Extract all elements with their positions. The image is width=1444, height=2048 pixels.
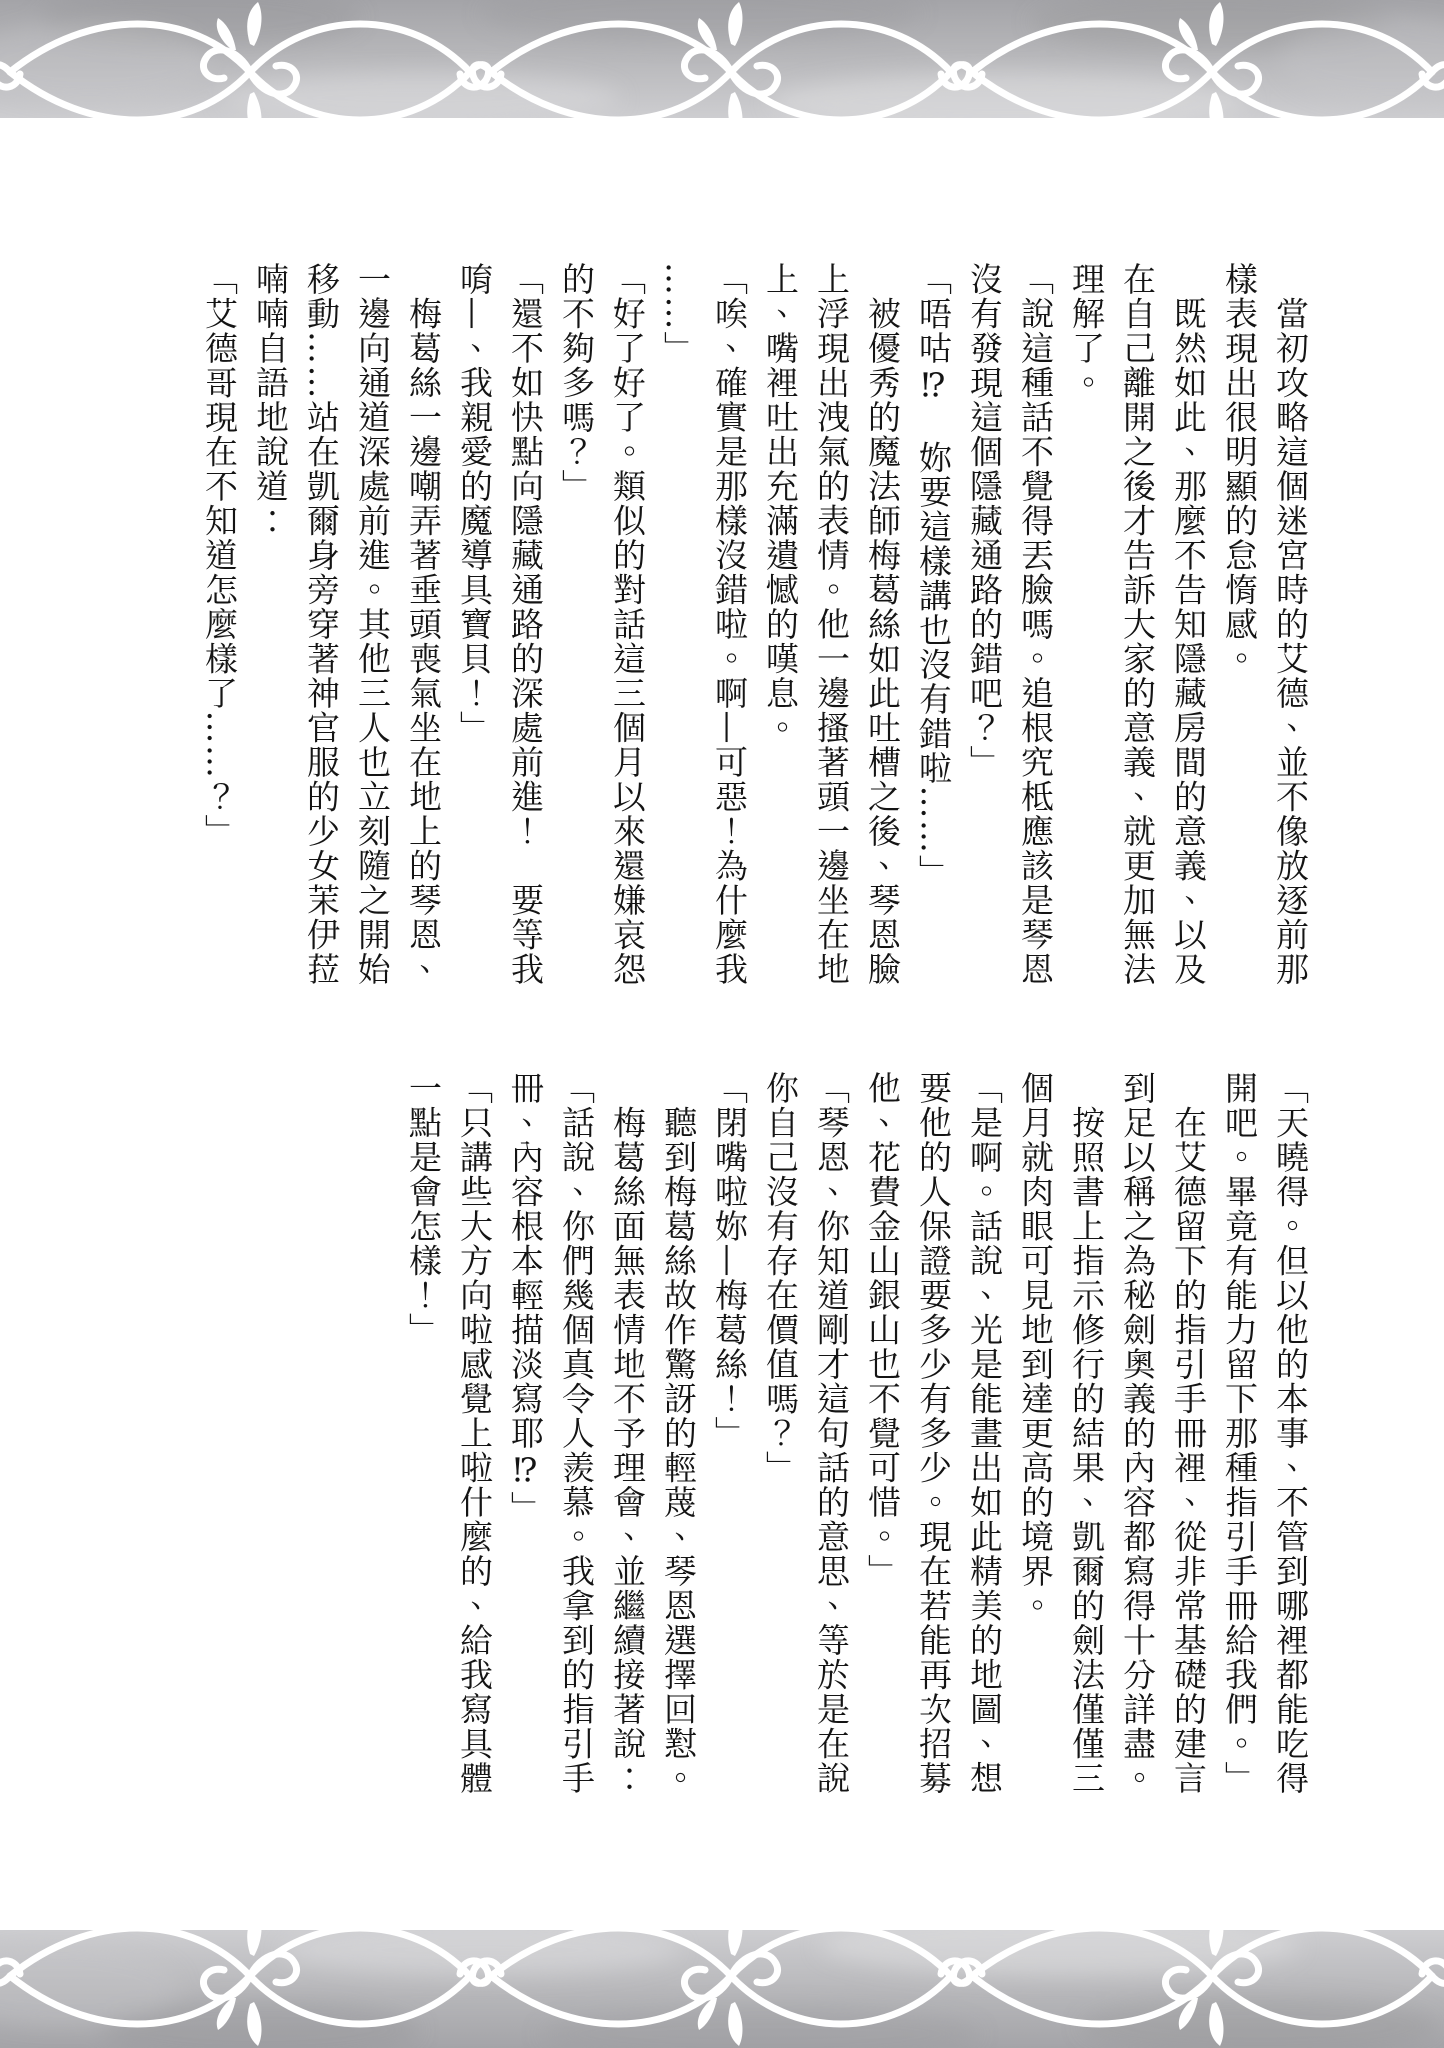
text-column: 「說這種話不覺得丟臉嗎。追根究柢應該是琴恩 [1016,262,1055,987]
text-column: 「琴恩、你知道剛才這句話的意思、等於是在說 [812,1071,851,1796]
bottom-ornament-band [0,1930,1444,2048]
text-column: 樣表現出很明顯的怠惰感。 [1220,262,1259,676]
text-column: 「唉、確實是那樣沒錯啦。啊—可惡！為什麼我 [710,262,749,987]
text-column: 「好了好了。類似的對話這三個月以來還嫌哀怨 [608,262,647,987]
text-block-upper [194,262,1316,1052]
text-column: 喃喃自語地說道： [251,262,290,538]
text-column: 「還不如快點向隱藏通路的深處前進！ 要等我 [506,262,545,987]
text-column: 到足以稱之為秘劍奧義的內容都寫得十分詳盡。 [1118,1071,1157,1796]
flourish-ornament [0,0,1444,118]
text-column: 當初攻略這個迷宮時的艾德、並不像放逐前那 [1271,262,1310,987]
text-column: 你自己沒有存在價值嗎？」 [761,1071,800,1485]
text-block-lower [398,1071,1316,1861]
text-column: 他、花費金山銀山也不覺可惜。」 [863,1071,902,1589]
text-column: 上浮現出洩氣的表情。他一邊搔著頭一邊坐在地 [812,262,851,987]
top-ornament-band [0,0,1444,118]
text-column: ……」 [659,262,698,366]
text-column: 一點是會怎樣！」 [404,1071,443,1347]
text-column: 「天曉得。但以他的本事、不管到哪裡都能吃得 [1271,1071,1310,1796]
text-column: 被優秀的魔法師梅葛絲如此吐槽之後、琴恩臉 [863,262,902,987]
text-column: 「只講些大方向啦感覺上啦什麼的、給我寫具體 [455,1071,494,1796]
text-column: 上、嘴裡吐出充滿遺憾的嘆息。 [761,262,800,745]
text-column: 「話說、你們幾個真令人羨慕。我拿到的指引手 [557,1071,596,1796]
text-column: 按照書上指示修行的結果、凱爾的劍法僅僅三 [1067,1071,1106,1796]
text-column: 梅葛絲面無表情地不予理會、並繼續接著說： [608,1071,647,1796]
text-column: 開吧。畢竟有能力留下那種指引手冊給我們。」 [1220,1071,1259,1796]
text-column: 聽到梅葛絲故作驚訝的輕蔑、琴恩選擇回懟。 [659,1071,698,1796]
text-column: 既然如此、那麼不告知隱藏房間的意義、以及 [1169,262,1208,987]
text-column: 理解了。 [1067,262,1106,400]
text-column: 移動……站在凱爾身旁穿著神官服的少女茉伊菈 [302,262,341,987]
text-column: 唷—、我親愛的魔導具寶貝！」 [455,262,494,745]
text-column: 「唔咕⁉ 妳要這樣講也沒有錯啦……」 [914,262,953,889]
text-column: 的不夠多嗎？」 [557,262,596,504]
text-column: 「是啊。話說、光是能畫出如此精美的地圖、想 [965,1071,1004,1796]
text-column: 個月就肉眼可見地到達更高的境界。 [1016,1071,1055,1623]
text-column: 一邊向通道深處前進。其他三人也立刻隨之開始 [353,262,392,987]
text-column: 要他的人保證要多少有多少。現在若能再次招募 [914,1071,953,1796]
text-column: 沒有發現這個隱藏通路的錯吧？」 [965,262,1004,780]
text-column: 在艾德留下的指引手冊裡、從非常基礎的建言 [1169,1071,1208,1796]
text-column: 「艾德哥現在不知道怎麼樣了……？」 [200,262,239,849]
text-column: 「閉嘴啦妳—梅葛絲！」 [710,1071,749,1451]
flourish-ornament [0,1930,1444,2048]
text-column: 梅葛絲一邊嘲弄著垂頭喪氣坐在地上的琴恩、 [404,262,443,987]
text-column: 在自己離開之後才告訴大家的意義、就更加無法 [1118,262,1157,987]
text-column: 冊、內容根本輕描淡寫耶⁉」 [506,1071,545,1526]
